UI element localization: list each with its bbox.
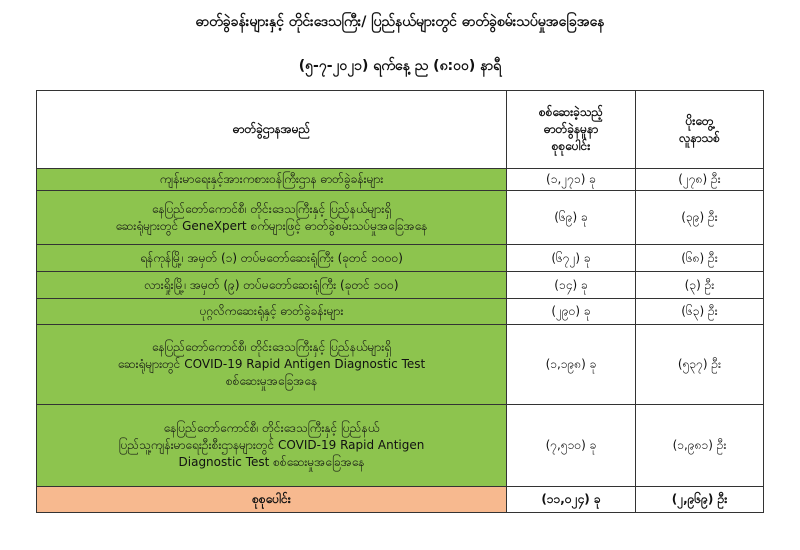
header-new-positive: ပိုးတွေ့ လူနာသစ် [636,91,764,169]
total-tests: (၁၁,၀၂၄) ခု [507,487,636,513]
header-tests-total: စစ်ဆေးခဲ့သည့် ဓာတ်ခွဲနမူနာ စုစုပေါင်း [507,91,636,169]
report-date: (၅-၇-၂၀၂၁) ရက်နေ့ ည (၈:၀၀) နာရီ [298,58,502,74]
row-positive: (၃၉) ဦး [636,191,764,245]
table-total-row [37,487,764,513]
row-tests: (၁,၂၇၁) ခု [507,169,636,191]
row-tests: (၁,၁၉၈) ခု [507,325,636,405]
row-tests: (၆၉) ခု [507,191,636,245]
row-lab-name: နေပြည်တော်ကောင်စီ၊ တိုင်းဒေသကြီးနှင့် ပြည်နယ်များရှိ ဆေးရုံများတွင် GeneXpert စက်များဖြင့် ဓာတ်ခွဲစမ်းသပ်မှုအခြေအနေ [37,191,507,245]
row-lab-name: နေပြည်တော်ကောင်စီ၊ တိုင်းဒေသကြီးနှင့် ပြည်နယ်များရှိ ဆေးရုံများတွင် COVID-19 Rapid Antigen Diagnostic Test စစ်ဆေးမှုအခြေအနေ [37,325,507,405]
row-positive: (၃) ဦး [636,272,764,299]
row-tests: (၁၄) ခု [507,272,636,299]
row-tests: (၂၉၀) ခု [507,299,636,325]
table-row [37,405,764,487]
row-lab-name: ရန်ကုန်မြို့၊ အမှတ် (၁) တပ်မတော်ဆေးရုံကြီး (ခုတင် ၁၀၀၀) [37,245,507,272]
lab-testing-table [36,90,764,513]
row-positive: (၂၇၈) ဦး [636,169,764,191]
row-lab-name: လားရှိုးမြို့၊ အမှတ် (၉) တပ်မတော်ဆေးရုံကြီး (ခုတင် ၁၀၀) [37,272,507,299]
header-lab-name: ဓာတ်ခွဲဌာနအမည် [37,91,507,169]
row-positive: (၆၈) ဦး [636,245,764,272]
table-row [37,272,764,299]
table-row [37,325,764,405]
row-positive: (၁,၉၈၁) ဦး [636,405,764,487]
row-lab-name: ကျန်းမာရေးနှင့်အားကစားဝန်ကြီးဌာန ဓာတ်ခွဲခန်းများ [37,169,507,191]
table-row [37,245,764,272]
total-positive: (၂,၉၆၉) ဦး [636,487,764,513]
row-lab-name: ပုဂ္ဂလိကဆေးရုံနှင့် ဓာတ်ခွဲခန်းများ [37,299,507,325]
total-label: စုစုပေါင်း [37,487,507,513]
row-tests: (၇,၅၁၀) ခု [507,405,636,487]
row-lab-name: နေပြည်တော်ကောင်စီ၊ တိုင်းဒေသကြီးနှင့် ပြည်နယ် ပြည်သူ့ကျန်းမာရေးဦးစီးဌာနများတွင် COVID-19 Rapid Antigen Diagnostic Test စစ်ဆေးမှုအခြေအနေ [37,405,507,487]
table-row [37,169,764,191]
table-header-row [37,91,764,169]
row-tests: (၆၇၂) ခု [507,245,636,272]
table-row [37,299,764,325]
row-positive: (၅၃၇) ဦး [636,325,764,405]
row-positive: (၆၃) ဦး [636,299,764,325]
table-row [37,191,764,245]
report-title: ဓာတ်ခွဲခန်းများနှင့် တိုင်းဒေသကြီး/ ပြည်နယ်များတွင် ဓာတ်ခွဲစမ်းသပ်မှုအခြေအနေ [195,14,605,30]
